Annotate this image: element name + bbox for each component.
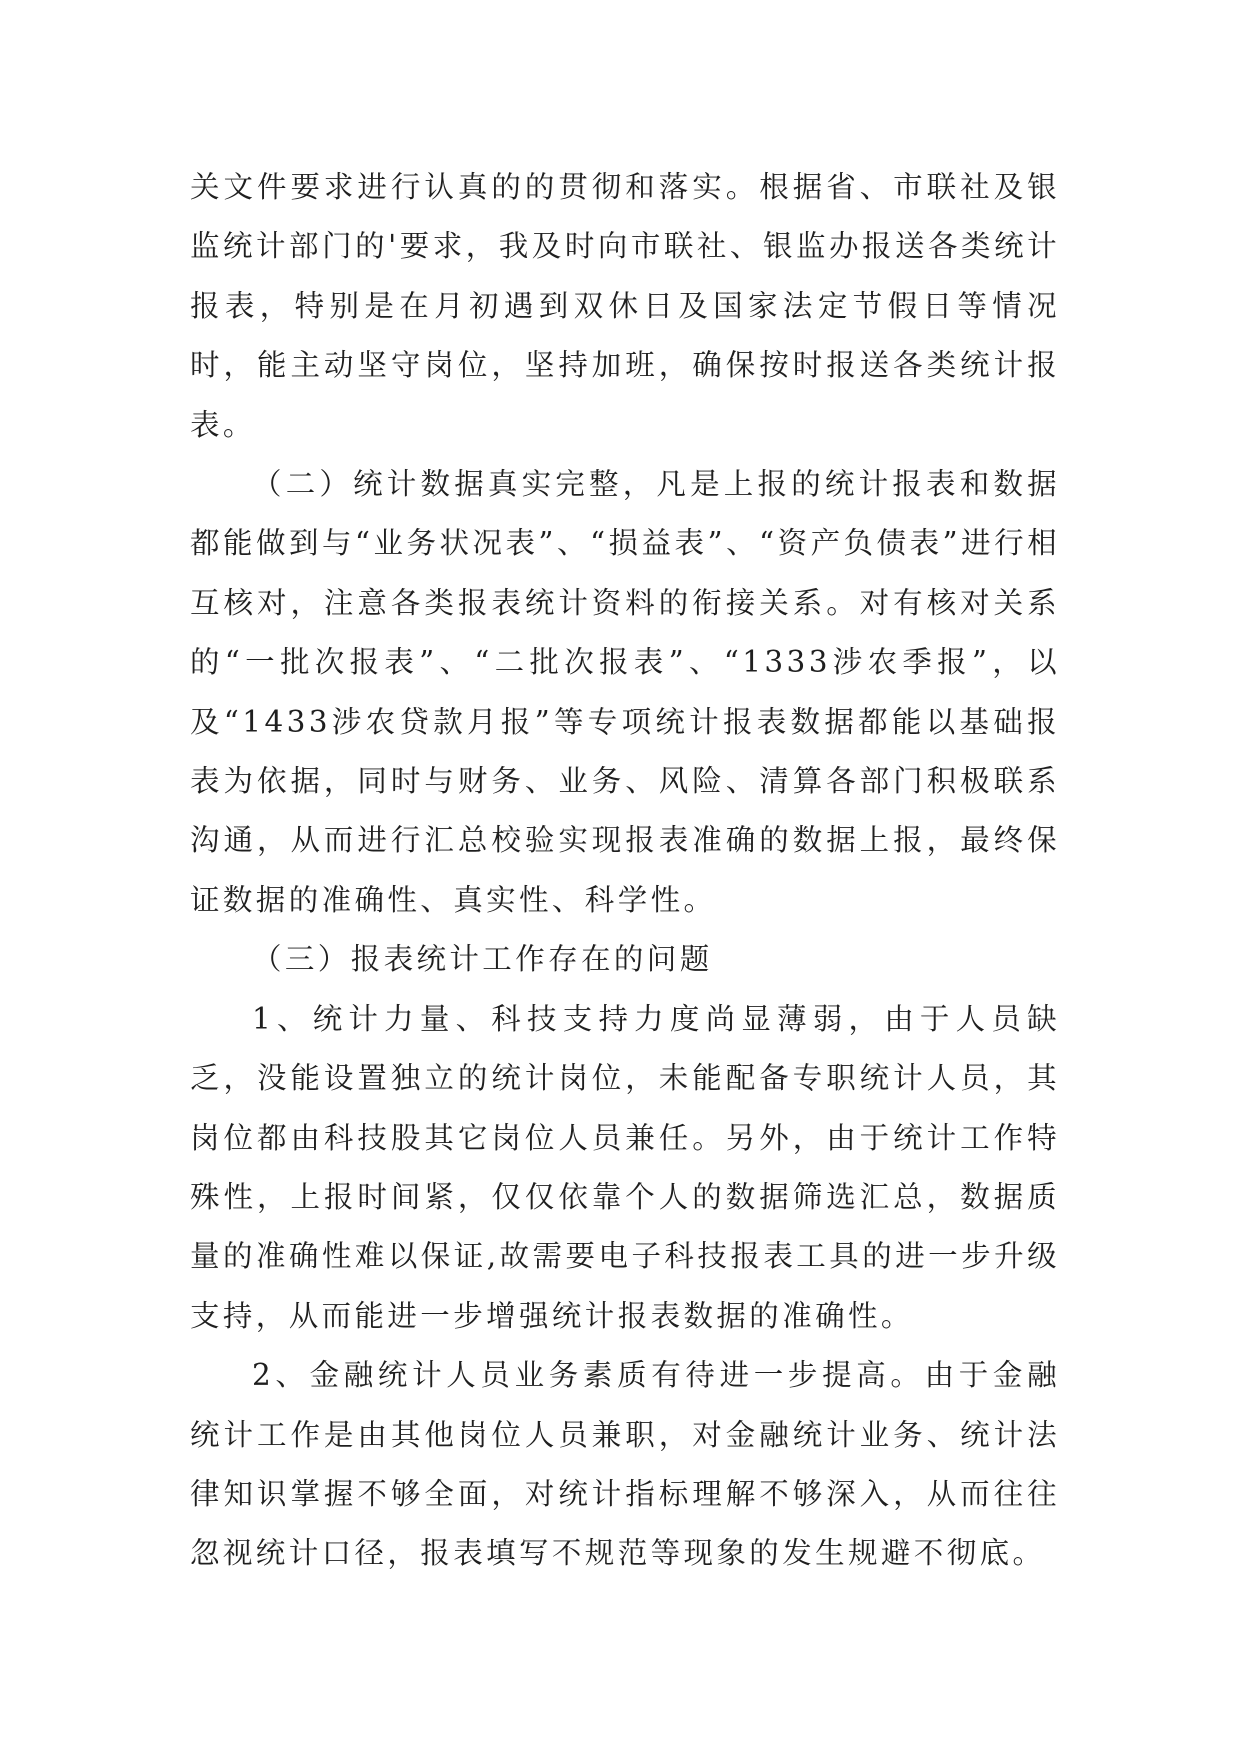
section-heading-three: （三）报表统计工作存在的问题 [252,942,713,977]
document-body [190,158,1060,1584]
paragraph-issue-one: 1、统计力量、科技支持力度尚显薄弱，由于人员缺乏，没能设置独立的统计岗位，未能配备专职统计人员，其岗位都由科技股其它岗位人员兼任。另外，由于统计工作特殊性，上报时间紧，仅仅依靠个人的数据筛选汇总，数据质量的准确性难以保证,故需要电子科技报表工具的进一步升级支持，从而能进一步增强统计报表数据的准确性。 [190,1001,1060,1333]
paragraph-section-two: （二）统计数据真实完整，凡是上报的统计报表和数据都能做到与“业务状况表”、“损益表”、“资产负债表”进行相互核对，注意各类报表统计资料的衔接关系。对有核对关系的“一批次报表”、“二批次报表”、“1333涉农季报”，以及“1433涉农贷款月报”等专项统计报表数据都能以基础报表为依据，同时与财务、业务、风险、清算各部门积极联系沟通，从而进行汇总校验实现报表准确的数据上报，最终保证数据的准确性、真实性、科学性。 [190,467,1060,917]
paragraph-continuation: 关文件要求进行认真的的贯彻和落实。根据省、市联社及银监统计部门的'要求，我及时向市联社、银监办报送各类统计报表，特别是在月初遇到双休日及国家法定节假日等情况时，能主动坚守岗位，坚持加班，确保按时报送各类统计报表。 [190,170,1060,442]
paragraph-issue-two: 2、金融统计人员业务素质有待进一步提高。由于金融统计工作是由其他岗位人员兼职，对金融统计业务、统计法律知识掌握不够全面，对统计指标理解不够深入，从而往往忽视统计口径，报表填写不规范等现象的发生规避不彻底。 [190,1358,1060,1571]
